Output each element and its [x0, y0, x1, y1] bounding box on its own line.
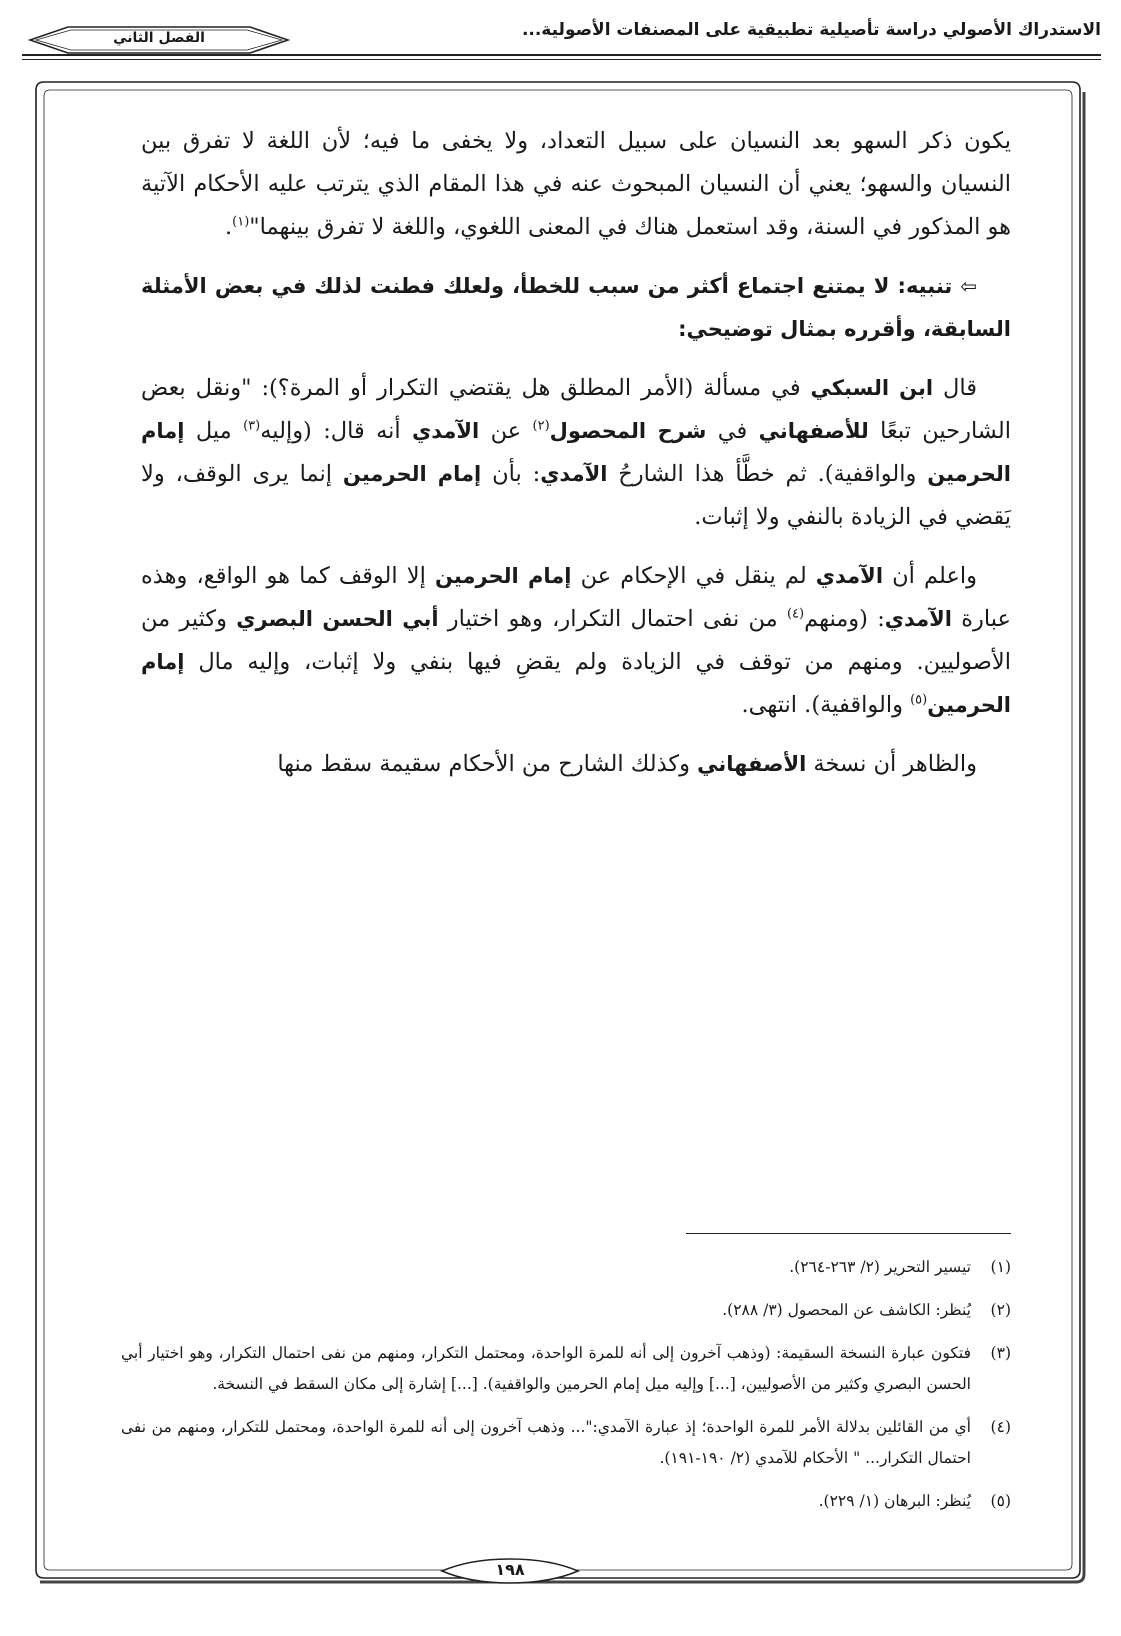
name-imam-haramayn-3: إمام الحرمين: [434, 564, 572, 588]
name-amidi: الآمدي: [412, 419, 480, 443]
arrow-left-icon: ⇦: [960, 274, 977, 298]
p5-a: والظاهر أن نسخة: [806, 751, 977, 777]
running-title: الاستدراك الأصولي دراسة تأصيلية تطبيقية على المصنفات الأصولية...: [521, 20, 1101, 40]
footnote-number: (٤): [990, 1418, 1011, 1436]
p4-e: إلا الوقف كما هو الواقع، وهذه عبارة: [141, 563, 1011, 632]
p4-c: لم ينقل في الإحكام عن: [571, 563, 816, 589]
footnote-text: يُنظر: الكاشف عن المحصول (٣/ ٢٨٨).: [722, 1301, 971, 1319]
footnote-item: [121, 1486, 1011, 1517]
chapter-label: الفصل الثاني: [113, 30, 205, 46]
name-amidi-4: الآمدي: [884, 607, 952, 631]
footnote-item: [121, 1338, 1011, 1400]
name-imam-haramayn-4: إمام الحرمين: [141, 650, 1011, 717]
name-asfahani: للأصفهاني: [758, 419, 869, 443]
footnote-item: [121, 1252, 1011, 1283]
footnotes: [121, 1252, 1011, 1529]
paragraph-1: [141, 120, 1011, 249]
body-text: [141, 120, 1011, 802]
footnote-ref-4[interactable]: (٤): [786, 606, 805, 622]
p5-c: وكذلك الشارح من الأحكام سقيمة سقط منها: [277, 751, 698, 777]
paragraph-3: [141, 367, 1011, 539]
footnote-number: (٢): [990, 1301, 1011, 1319]
paragraph-5: [141, 743, 1011, 786]
p4-l: والواقفية). انتهى.: [741, 692, 911, 718]
p3-n: : بأن: [481, 461, 541, 487]
footnote-ref-3[interactable]: (٣): [243, 418, 261, 434]
p3-e: في: [706, 418, 759, 444]
p3-i: أنه قال: (وإليه: [260, 418, 413, 444]
p3-c: في مسألة (الأمر المطلق هل يقتضي التكرار أو المرة؟): "ونقل بعض الشارحين تبعًا: [141, 375, 1011, 444]
page-number-badge: [440, 1557, 580, 1585]
p3-a: قال: [933, 375, 977, 401]
p3-l: والواقفية). ثم خطَّأ هذا الشارحُ: [607, 461, 928, 487]
page-number: ١٩٨: [495, 1560, 525, 1579]
footnote-number: (٥): [990, 1492, 1011, 1510]
name-abu-husayn-basri: أبي الحسن البصري: [236, 607, 439, 631]
p4-a: واعلم أن: [883, 563, 978, 589]
footnote-text: فتكون عبارة النسخة السقيمة: (وذهب آخرون إلى أنه للمرة الواحدة، ومحتمل التكرار، ومنهم من نفى احتمال التكرار، وهو اختيار أبي الحسن البصري وكثير من الأصوليين، [...] وإليه ميل إمام الحرمين والواقفية). [...] إشارة إلى مكان السقط في النسخة.: [121, 1344, 971, 1393]
p4-h: من نفى احتمال التكرار، وهو اختيار: [438, 606, 787, 632]
footnote-text: أي من القائلين بدلالة الأمر للمرة الواحدة؛ إذ عبارة الآمدي:"... وذهب آخرون إلى أنه للمرة الواحدة، ومحتمل للتكرار، ومنهم من نفى احتمال التكرار... " الأحكام للآمدي (٢/ ١٩٠-١٩١).: [121, 1418, 971, 1467]
footnote-text: يُنظر: البرهان (١/ ٢٢٩).: [818, 1492, 971, 1510]
footnote-item: [121, 1295, 1011, 1326]
name-imam-haramayn-2: إمام الحرمين: [342, 462, 482, 486]
notice-text: : لا يمتنع اجتماع أكثر من سبب للخطأ، ولعلك فطنت لذلك في بعض الأمثلة السابقة، وأقرره بمثال توضيحي:: [141, 274, 1011, 341]
notice-label: تنبيه: [905, 274, 953, 298]
name-ibn-subki: ابن السبكي: [810, 376, 934, 400]
footnote-ref-2[interactable]: (٢): [532, 418, 550, 434]
p3-j: ميل: [184, 418, 244, 444]
p4-g: : (ومنهم: [804, 606, 885, 632]
footnote-ref-1[interactable]: (١): [232, 214, 250, 230]
paragraph-4: [141, 555, 1011, 727]
paragraph-1-text: يكون ذكر السهو بعد النسيان على سبيل التعداد، ولا يخفى ما فيه؛ لأن اللغة لا تفرق بين النسيان والسهو؛ يعني أن النسيان المبحوث عنه في هذا المقام الذي يترتب عليه الأحكام الآتية هو المذكور في السنة، وقد استعمل هناك في المعنى اللغوي، واللغة لا تفرق بينهما": [141, 128, 1011, 240]
name-imam-haramayn: إمام الحرمين: [141, 419, 1012, 486]
footnote-ref-5[interactable]: (٥): [910, 692, 928, 708]
paragraph-1-end: .: [224, 214, 233, 240]
footnote-item: [121, 1412, 1011, 1474]
p3-g: عن: [479, 418, 533, 444]
footnote-number: (٣): [990, 1344, 1011, 1362]
footnote-text: تيسير التحرير (٢/ ٢٦٣-٢٦٤).: [789, 1258, 971, 1276]
name-amidi-2: الآمدي: [540, 462, 608, 486]
title-sharh-mahsul: شرح المحصول: [549, 419, 707, 443]
name-amidi-3: الآمدي: [815, 564, 884, 588]
p4-j: وكثير من الأصوليين. ومنهم من توقف في الزيادة ولم يقضِ فيها بنفي ولا إثبات، وإليه مال: [141, 606, 1011, 675]
footnote-number: (١): [990, 1258, 1011, 1276]
p3-p: إنما يرى الوقف، ولا يَقضي في الزيادة بالنفي ولا إثبات.: [141, 461, 1011, 530]
footnote-separator: [686, 1233, 1011, 1234]
name-asfahani-2: الأصفهاني: [697, 752, 807, 776]
paragraph-notice: [141, 265, 1011, 351]
